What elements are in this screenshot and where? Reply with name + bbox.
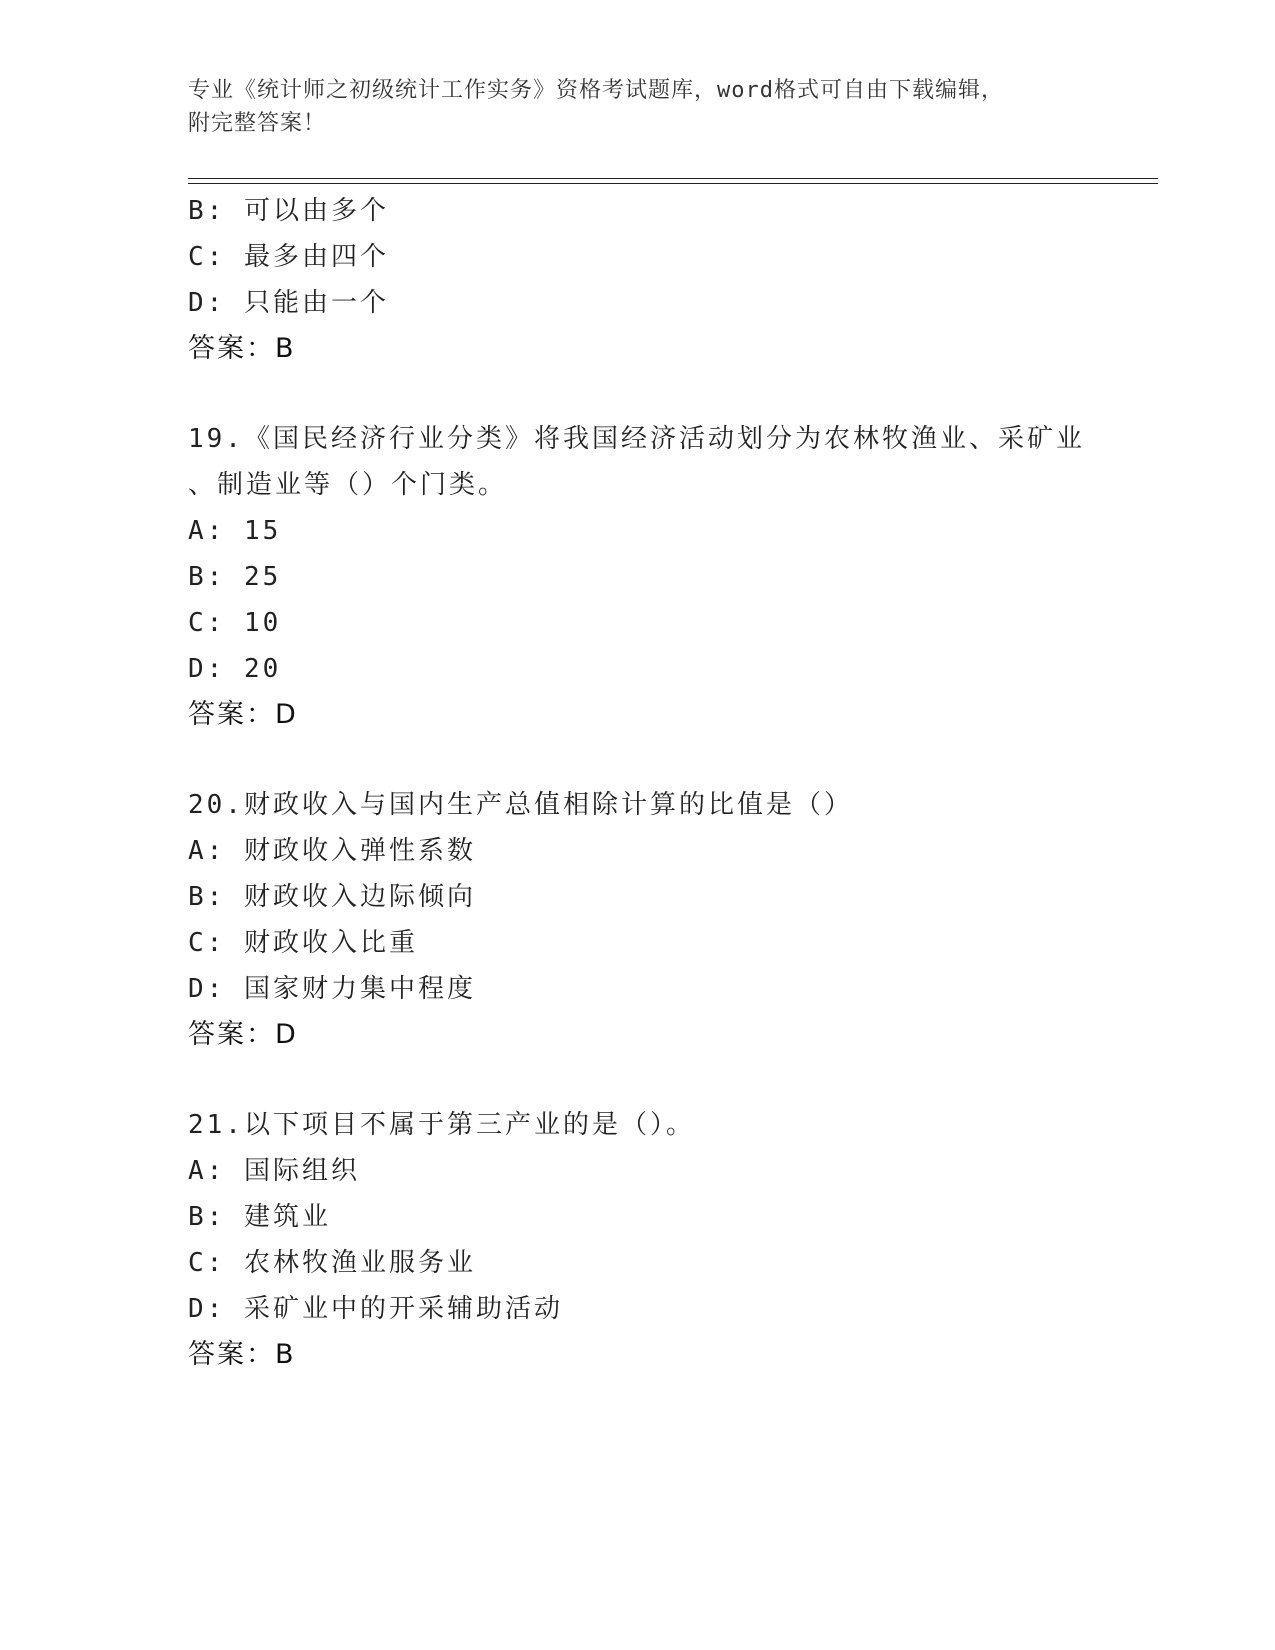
option-c: C: 财政收入比重: [188, 928, 418, 958]
option-d: D: 只能由一个: [188, 288, 389, 318]
question-stem: 19.《国民经济行业分类》将我国经济活动划分为农林牧渔业、采矿业: [188, 424, 1085, 454]
question-18-tail: [188, 188, 1088, 372]
option-d: D: 国家财力集中程度: [188, 974, 476, 1004]
spacer: [188, 738, 1088, 782]
question-19: [188, 416, 1088, 738]
answer: 答案：D: [188, 1019, 298, 1050]
question-21: [188, 1102, 1088, 1378]
option-b: B: 可以由多个: [188, 196, 389, 226]
header-divider-top: [188, 178, 1158, 179]
question-20: [188, 782, 1088, 1058]
option-d: D: 采矿业中的开采辅助活动: [188, 1294, 563, 1324]
option-c: C: 农林牧渔业服务业: [188, 1248, 476, 1278]
spacer: [188, 1058, 1088, 1102]
document-header: [188, 74, 1068, 140]
option-b: B: 财政收入边际倾向: [188, 882, 476, 912]
question-stem: 21.以下项目不属于第三产业的是（）。: [188, 1110, 695, 1140]
answer: 答案：D: [188, 699, 298, 730]
question-list: [188, 188, 1088, 1378]
answer: 答案：B: [188, 333, 296, 364]
option-b: B: 25: [188, 562, 282, 592]
option-d: D: 20: [188, 654, 282, 684]
question-stem: 20.财政收入与国内生产总值相除计算的比值是（）: [188, 790, 853, 820]
option-c: C: 10: [188, 608, 282, 638]
header-line-1: 专业《统计师之初级统计工作实务》资格考试题库，word格式可自由下载编辑，: [188, 78, 1004, 103]
spacer: [188, 372, 1088, 416]
question-stem-continued: 、制造业等（）个门类。: [188, 470, 508, 500]
option-a: A: 国际组织: [188, 1156, 360, 1186]
answer: 答案：B: [188, 1339, 296, 1370]
header-line-2: 附完整答案！: [188, 111, 327, 136]
option-a: A: 15: [188, 516, 282, 546]
option-c: C: 最多由四个: [188, 242, 389, 272]
header-divider-bottom: [188, 183, 1158, 184]
option-a: A: 财政收入弹性系数: [188, 836, 476, 866]
option-b: B: 建筑业: [188, 1202, 331, 1232]
